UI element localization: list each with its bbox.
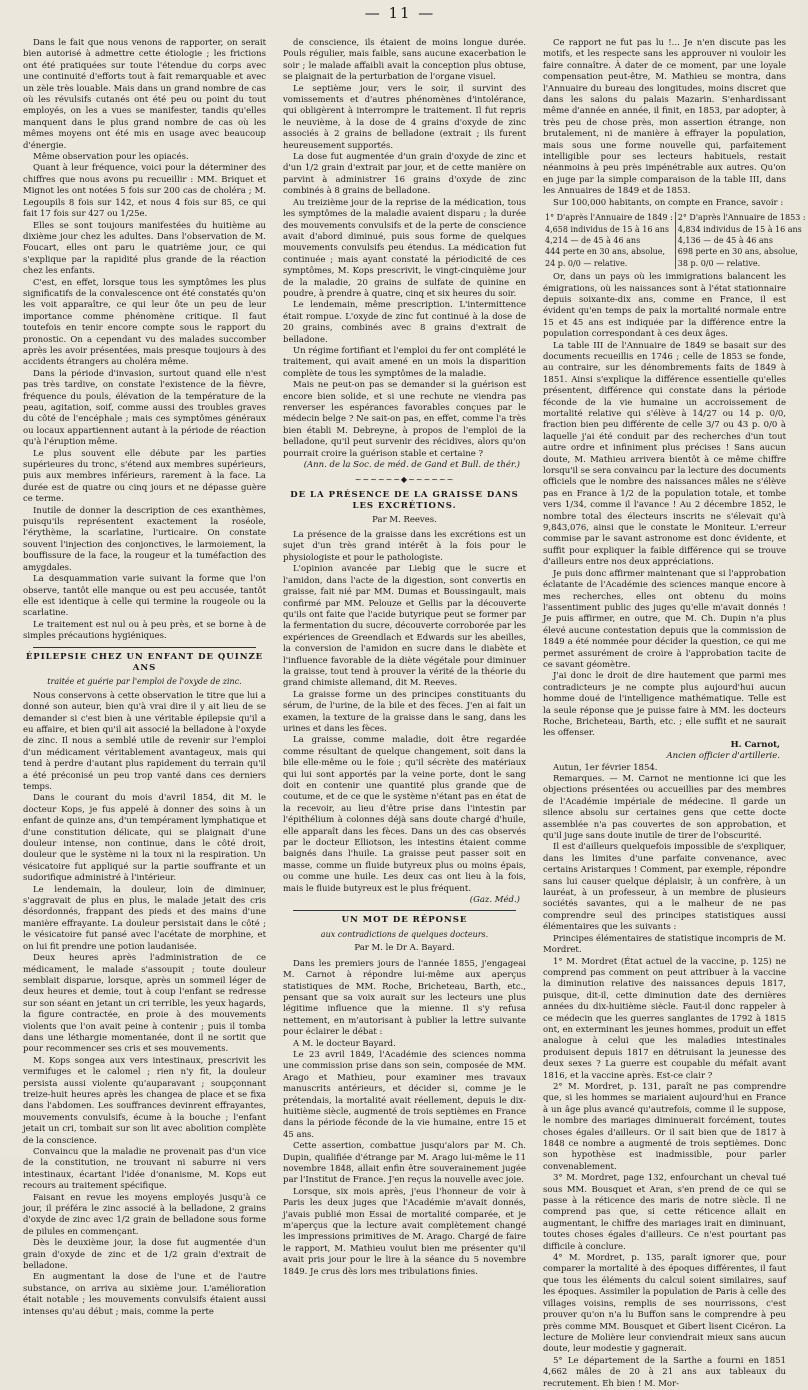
table-cell: 4,214 — de 45 à 46 ans bbox=[545, 235, 641, 245]
paragraph: 4° M. Mordret, p. 135, paraît ignorer que, pour comparer la mortalité à des époques différentes, il faut que tous les éléments du calcul soient similaires, sauf les époques. Assimiler la population de Paris à celle des villages voisins, remplis de ses nourrissons, c'est prouver qu'on n'a lu Buffon sans le comprendre à peu près comme MM. Bousquet et Gibert lisent Cicéron. La lecture de Molière leur conviendrait mieux sans aucun doute, leur modestie y gagnerait. bbox=[543, 1253, 786, 1355]
article-3-title: DE LA PRÉSENCE DE LA GRAISSE DANS LES EXCRÉTIONS. bbox=[290, 489, 519, 512]
paragraph: Le plus souvent elle débute par les parties supérieures du tronc, s'étend aux membres supérieurs, puis aux membres inférieurs, rarement à la face. La durée est de quatre ou cinq jours et ne dépasse guère ce terme. bbox=[23, 448, 266, 505]
paragraph: Principes élémentaires de statistique incompris de M. Mordret. bbox=[543, 933, 786, 956]
table-cell: 38 p. 0/0 — relative. bbox=[675, 258, 807, 269]
paragraph: Dans le fait que nous venons de rapporter, on serait bien autorisé à admettre cette étiologie ; les frictions ont été pratiquées sur toute l'étendue du corps avec une continuité d'efforts tout à fait remarquable et avec un zèle très louable. Mais dans un grand nombre de cas où les révulsifs cutanés ont été peu ou point du tout employés, on les a vues se manifester, tandis qu'elles manquent dans le plus grand nombre de cas où les mêmes moyens ont été mis en usage avec beaucoup d'énergie. bbox=[23, 38, 266, 151]
paragraph: Or, dans un pays où les immigrations balancent les émigrations, où les naissances sont à l'état stationnaire depuis soixante-dix ans, comme en France, il est évident qu'en temps de paix la mortalité normale entre 15 et 45 ans est indiquée par la différence entre la population correspondant à ces deux âges. bbox=[543, 272, 786, 340]
paragraph: A M. le docteur Bayard. bbox=[293, 1038, 396, 1049]
paragraph: Faisant en revue les moyens employés jusqu'à ce jour, il préféra le zinc associé à la belladone, 2 grains d'oxyde de zinc avec 1/2 grain de belladone sous forme de pilules en commençant. bbox=[23, 1192, 266, 1237]
table-cell: 4,834 individus de 15 à 16 ans bbox=[675, 224, 807, 235]
column-1 bbox=[23, 38, 266, 1317]
signature-name: H. Carnot, bbox=[730, 739, 780, 750]
paragraph: Inutile de donner la description de ces exanthèmes, puisqu'ils représentent exactement la roséole, l'érythème, la scarlatine, l'urticaire. On constate souvent l'injection des conjonctives, le larmoiement, la bouffissure de la face, la rougeur et la tuméfaction des amygdales. bbox=[23, 505, 266, 573]
letter-body-mid bbox=[543, 272, 786, 740]
article-4-title: UN MOT DE RÉPONSE bbox=[341, 915, 468, 926]
paragraph: La table III de l'Annuaire de 1849 se basait sur des documents recueillis en 1746 ; celle de 1853 se fonde, au contraire, sur les dénombrements faits de 1849 à 1851. Ainsi s'explique la différence essentielle qu'elles présentent, différence qui constate dans la période féconde de la vie humaine un accroissement de mortalité relative qui s'élève à 14/27 ou 14 p. 0/0, fraction bien peu différente de celle 3/7 ou 43 p. 0/0 à laquelle j'ai été conduit par des recherches d'un tout autre ordre et infiniment plus précises ! Sans aucun doute, M. Mathieu arrivera bientôt à ce même chiffre lorsqu'il se sera convaincu par la lecture des documents officiels que le nombre des naissances mâles ne s'élève pas en France à 1/2 de la population totale, et tombe vers 1/34, comme il l'avance ! Au 2 décembre 1852, le nombre total des électeurs inscrits ne s'élevait qu'à 9,843,076, ainsi que le constate le Moniteur. L'erreur commise par le savant astronome est donc évidente, et suffit pour expliquer la faible différence qui se trouve d'ailleurs entre nos deux appréciations. bbox=[543, 340, 786, 568]
paragraph: Un régime fortifiant et l'emploi du fer ont complété le traitement, qui avait amené en un mois la disparition complète de tous les symptômes de la maladie. bbox=[283, 345, 526, 379]
remarks-body bbox=[543, 774, 786, 1390]
paragraph: Remarques. — M. Carnot ne mentionne ici que les objections présentées ou accueillies par des membres de l'Académie impériale de médecine. Il garde un silence absolu sur certaines gens que cette docte assemblée n'a pas couvertes de son approbation, et qu'il juge sans doute inutile de tirer de l'obscurité. bbox=[543, 774, 786, 842]
annuaire-table bbox=[543, 212, 808, 269]
paragraph: Au treizième jour de la reprise de la médication, tous les symptômes de la maladie avaient disparu ; la durée des mouvements convulsifs et de la perte de conscience avait d'abord diminué, puis sous forme de quelques mouvements convulsifs peu étendus. La médication fut continuée ; mais ayant constaté la périodicité de ces symptômes, M. Kops prescrivit, le vingt-cinquième jour de la maladie, 20 grains de sulfate de quinine en poudre, à prendre à quatre, cinq et six heures du soir. bbox=[283, 197, 526, 299]
table-cell: 444 perte en 30 ans, absolue, bbox=[545, 247, 666, 257]
page-number: — 11 — bbox=[364, 4, 436, 22]
paragraph: La desquammation varie suivant la forme que l'on observe, tantôt elle manque ou est peu accusée, tantôt elle est identique à celle qui termine la rougeole ou la scarlatine. bbox=[23, 574, 266, 619]
paragraph: La présence de la graisse dans les excrétions est un sujet d'un très grand intérêt à la fois pour le physiologiste et pour le pathologiste. bbox=[283, 530, 526, 563]
article-1-body bbox=[23, 38, 266, 643]
source-citation: (Ann. de la Soc. de méd. de Gand et Bull. de thér.) bbox=[303, 460, 520, 471]
paragraph: Mais ne peut-on pas se demander si la guérison est encore bien solide, et si une rechute ne viendra pas renverser les espérances favorables conçues par le médecin belge ? Ne sait-on pas, en effet, comme l'a très bien établi M. Debreyne, à propos de l'emploi de la belladone, qu'il peut survenir des récidives, alors qu'on pourrait croire la guérison stable et certaine ? bbox=[283, 380, 526, 459]
paragraph: Convaincu que la maladie ne provenait pas d'un vice de la constitution, ne trouvant ni saburre ni vers intestinaux, écartant l'idée d'onanisme, M. Kops eut recours au traitement spécifique. bbox=[23, 1147, 266, 1192]
article-2-subtitle: traitée et guérie par l'emploi de l'oxyde de zinc. bbox=[47, 677, 242, 687]
paragraph: La dose fut augmentée d'un grain d'oxyde de zinc et d'un 1/2 grain d'extrait par jour, et de cette manière on parvint à administrer 16 grains d'oxyde de zinc combinés à 8 grains de belladone. bbox=[283, 152, 526, 197]
paragraph: Dans le courant du mois d'avril 1854, dit M. le docteur Kops, je fus appelé à donner des soins à un enfant de quinze ans, d'un tempérament lymphatique et d'une constitution délicate, qui se plaignait d'une douleur intense, non continue, dans le côté droit, douleur que le système ni la toux ni la respiration. Un vésicatoire fut appliqué sur la partie souffrante et un sudorifique administré à l'intérieur. bbox=[23, 793, 266, 884]
paragraph: Je puis donc affirmer maintenant que si l'approbation éclatante de l'Académie des sciences manque encore à mes recherches, elles ont obtenu du moins l'assentiment public des juges qu'elle m'avait donnés ! Je puis affirmer, en outre, que M. Ch. Dupin n'a plus élevé aucune contestation depuis que la commission de 1849 a été nommée pour décider la question, ce qui me permet assurément de croire à l'approbation tacite de ce savant géomètre. bbox=[543, 568, 786, 670]
paragraph: En augmentant la dose de l'une et de l'autre substance, on arriva au sixième jour. L'amélioration était notable ; les mouvements convulsifs étaient aussi intenses qu'au début ; mais, comme la perte bbox=[23, 1272, 266, 1317]
table-cell: 24 p. 0/0 — relative. bbox=[545, 258, 628, 268]
paragraph: Lorsque, six mois après, j'eus l'honneur de voir à Paris les deux juges que l'Académie m'avait donnés, j'avais publié mon Essai de mortalité comparée, et je m'aperçus que la lecture avait complètement changé les impressions primitives de M. Arago. Chargé de faire le rapport, M. Mathieu voulut bien me présenter qu'il avait pris jour pour le lire à la séance du 5 novembre 1849. Je crus dès lors mes tribulations finies. bbox=[283, 1186, 526, 1277]
paragraph: 2° M. Mordret, p. 131, paraît ne pas comprendre que, si les hommes se mariaient aujourd'hui en France à un âge plus avancé qu'autrefois, comme il le suppose, le nombre des mariages diminuerait forcément, toutes choses égales d'ailleurs. Or il sait bien que de 1817 à 1848 ce nombre a augmenté de trois septièmes. Donc son hypothèse est inadmissible, pour parler convenablement. bbox=[543, 1081, 786, 1172]
paragraph: 1° M. Mordret (État actuel de la vaccine, p. 125) ne comprend pas comment on peut attribuer à la vaccine la diminution relative des naissances depuis 1817, puisque, dit-il, cette diminution date des dernières années du dix-huitième siècle. Faut-il donc rappeler à ce médecin que les guerres sanglantes de 1792 à 1815 ont, en exterminant les jeunes hommes, produit un effet analogue à celui que les maladies intestinales produisent depuis 1817 en détruisant la jeunesse des deux sexes ? La guerre est coupable du méfait avant 1816, et la vaccine après. Est-ce clair ? bbox=[543, 956, 786, 1081]
paragraph: Le lendemain, la douleur, loin de diminuer, s'aggravait de plus en plus, le malade jetait des cris désordonnés, frappant des pieds et des mains d'une manière effrayante. La douleur persistait dans le côté ; le vésicatoire fut pansé avec l'acétate de morphine, et on lui fit prendre une potion laudanisée. bbox=[23, 884, 266, 952]
paragraph: de conscience, ils étaient de moins longue durée. Pouls régulier, mais faible, sans aucune exacerbation le soir ; le malade affaibli avait la conception plus obtuse, se plaignait de la perturbation de l'organe visuel. bbox=[283, 38, 526, 83]
paragraph: C'est, en effet, lorsque tous les symptômes les plus significatifs de la convalescence ont été constatés qu'on les voit apparaître, ce qui leur ôte un peu de leur importance comme phénomène critique. Il faut toutefois en tenir encore compte sous le rapport du pronostic. On a cependant vu des malades succomber après les avoir présentées, mais presque toujours à des accidents étrangers au choléra même. bbox=[23, 277, 266, 368]
source-citation-2: (Gaz. Méd.) bbox=[469, 895, 520, 906]
table-row bbox=[543, 224, 808, 235]
table-header-right: 2° D'après l'Annuaire de 1853 : bbox=[675, 212, 807, 223]
paragraph: Le septième jour, vers le soir, il survint des vomissements et d'autres phénomènes d'intolérance, qui obligèrent à interrompre le traitement. Il fut repris le neuvième, à la dose de 4 grains d'oxyde de zinc associés à 2 grains de belladone (extrait ; ils furent heureusement supportés. bbox=[283, 83, 526, 151]
divider bbox=[293, 910, 516, 911]
paragraph: Même observation pour les opiacés. bbox=[33, 152, 189, 163]
ornament-divider: ~~~~~~◆~~~~~~ bbox=[354, 475, 455, 485]
paragraph: L'opinion avancée par Liebig que le sucre et l'amidon, dans l'acte de la digestion, sont convertis en graisse, fait nié par MM. Dumas et Boussingault, mais confirmé par MM. Pelouze et Gellis par la découverte qu'ils ont faite que l'acide butyrique peut se former par la fermentation du sucre, découverte corroborée par les expériences de Greendlach et Edwards sur les abeilles, la conversion de l'amidon en sucre dans le diabète et l'influence favorable de la diète végétale pour diminuer la graisse, tout tend à prouver la vérité de la théorie du grand chimiste allemand, dit M. Reeves. bbox=[283, 564, 526, 689]
signature-title: Ancien officier d'artillerie. bbox=[666, 751, 780, 762]
paragraph: Ce rapport ne fut pas lu !... Je n'en discute pas les motifs, et les respecte sans les approuver ni vouloir les faire connaître. À dater de ce moment, par une loyale compensation peut-être, M. Mathieu se montra, dans l'Annuaire du bureau des longitudes, moins discret que dans les salons du palais Mazarin. S'enhardissant même d'année en année, il finit, en 1853, par adopter, à très peu de chose près, mon assertion étrange, non brutalement, ni de manière à effrayer la population, mais sous une forme nouvelle qui, parfaitement intelligible pour ses lecteurs habituels, restait néanmoins à peu près impénétrable aux autres. Qu'on en juge par la simple comparaison de la table III, dans les Annuaires de 1849 et de 1853. bbox=[543, 38, 786, 197]
article-4-author: Par M. le Dr A. Bayard. bbox=[354, 943, 455, 954]
paragraph: Cette assertion, combattue jusqu'alors par M. Ch. Dupin, qualifiée d'étrange par M. Arago lui-même le 11 novembre 1848, allait enfin être souverainement jugée par l'Institut de France. J'en reçus la nouvelle avec joie. bbox=[283, 1141, 526, 1186]
paragraph: 5° Le département de la Sarthe a fourni en 1851 4,662 mâles de 20 à 21 ans aux tableaux du recrutement. Eh bien ! M. Mor- bbox=[543, 1355, 786, 1389]
paragraph: Nous conservons à cette observation le titre que lui a donné son auteur, bien qu'à vrai dire il y ait lieu de se demander si c'est bien à une véritable épilepsie qu'il a eu affaire, et bien qu'il ait associé la belladone à l'oxyde de zinc. Il nous a semblé utile de revenir sur l'emploi d'un médicament véritablement avantageux, mais qui tend à perdre d'autant plus rapidement du terrain qu'il a été préconisé un peu trop vanté dans ces derniers temps. bbox=[23, 690, 266, 792]
signature-place: Autun, 1er février 1854. bbox=[553, 762, 658, 773]
paragraph: Elles se sont toujours manifestées du huitième au dixième jour chez les adultes. Dans l'observation de M. Foucart, elles ont paru le quatrième jour, ce qui s'explique par la rapidité plus grande de la réaction chez les enfants. bbox=[23, 220, 266, 277]
table-header-row bbox=[543, 212, 808, 223]
paragraph: La graisse, comme maladie, doit être regardée comme résultant de quelque changement, soit dans la bile elle-même ou le foie ; qu'il sécrète des matériaux qui lui sont apportés par la veine porte, dont le sang doit en contenir une quantité plus grande que de coutume, et de ce que le système n'étant pas en état de la recevoir, au lieu d'être prise dans l'intestin par l'épithélium à colonnes déjà sans doute chargé d'huile, elle apparaît dans les fèces. Dans un des cas observés par le docteur Elliotson, les intestins étaient comme baignés dans l'huile. La graisse peut passer soit en masse, comme un fluide butyreux plus ou moins épais, ou comme une huile. Les deux cas ont lieu à la fois, mais le fluide butyreux est le plus fréquent. bbox=[283, 735, 526, 894]
paragraph: Dans les premiers jours de l'année 1855, j'engageai M. Carnot à répondre lui-même aux aperçus statistiques de MM. Roche, Bricheteau, Barth, etc., pensant que sa voix aurait sur les lecteurs une plus légitime influence que la mienne. Il s'y refusa nettement, en m'autorisant à publier la lettre suivante pour éclairer le débat : bbox=[283, 958, 526, 1038]
letter-body-top bbox=[543, 38, 786, 209]
article-2-body bbox=[23, 691, 266, 1318]
paragraph: Le traitement est nul ou à peu près, et se borne à de simples précautions hygiéniques. bbox=[23, 619, 266, 642]
paragraph: La graisse forme un des principes constituants du sérum, de l'urine, de la bile et des fèces. J'en ai fait un examen, la texture de la graisse dans le sang, dans les urines et dans les fèces. bbox=[283, 689, 526, 734]
article-2-continued bbox=[283, 38, 526, 460]
table-row bbox=[543, 235, 808, 246]
table-cell: 4,136 — de 45 à 46 ans bbox=[675, 235, 807, 246]
table-header-left: 1° D'après l'Annuaire de 1849 : bbox=[545, 213, 673, 223]
divider bbox=[33, 647, 256, 648]
paragraph: M. Kops songea aux vers intestinaux, prescrivit les vermifuges et le calomel ; rien n'y fit, la douleur persista aussi violente qu'auparavant ; soupçonnant treize-huit heures après les changea de place et se fixa dans l'abdomen. Les souffrances devinrent effrayantes, mouvements convulsifs, écume à la bouche ; l'enfant jetait un cri, tombait sur son lit avec abolition complète de la conscience. bbox=[23, 1055, 266, 1146]
paragraph: Le lendemain, même prescription. L'intermittence était rompue. L'oxyde de zinc fut continué à la dose de 20 grains, combinés avec 8 grains d'extrait de belladone. bbox=[283, 300, 526, 345]
paragraph: Deux heures après l'administration de ce médicament, le malade s'assoupit ; toute douleur semblait disparue, lorsque, après un sommeil léger de deux heures et demie, tout à coup l'enfant se redresse sur son séant en jetant un cri terrible, les yeux hagards, la figure contractée, en proie à des mouvements violents que l'on avait peine à contenir ; puis il tomba dans une léthargie momentanée, dont il ne sortit que pour recommencer ses cris et ses mouvements. bbox=[23, 953, 266, 1055]
table-row bbox=[543, 246, 808, 257]
paragraph: Dès le deuxième jour, la dose fut augmentée d'un grain d'oxyde de zinc et de 1/2 grain d'extrait de belladone. bbox=[23, 1238, 266, 1272]
article-2-title: ÉPILEPSIE CHEZ UN ENFANT DE QUINZE ANS bbox=[25, 651, 264, 673]
table-cell: 698 perte en 30 ans, absolue, bbox=[675, 246, 807, 257]
paragraph: Le 23 avril 1849, l'Académie des sciences nomma une commission prise dans son sein, composée de MM. Arago et Mathieu, pour examiner mes travaux manuscrits antérieurs, et décider si, comme je le prétendais, la mortalité avait réellement, depuis le dix-huitième siècle, augmenté de trois septièmes en France dans la période féconde de la vie humaine, entre 15 et 45 ans. bbox=[283, 1049, 526, 1140]
column-2 bbox=[283, 38, 526, 1277]
article-3-body bbox=[283, 530, 526, 895]
paragraph: Il est d'ailleurs quelquefois impossible de s'expliquer, dans les limites d'une parfaite convenance, avec certains Aristarques ! Comment, par exemple, répondre sans lui causer quelque déplaisir, à un confrère, à un lauréat, à un professeur, à un membre de plusieurs sociétés savantes, qui a le malheur de ne pas comprendre seul des principes statistiques aussi élémentaires que les suivants : bbox=[543, 842, 786, 933]
paragraph: 3° M. Mordret, page 132, enfourchant un cheval tué sous MM. Bousquet et Aran, s'en prend de ce qui se passe à la réticence des maris de notre siècle. Il ne comprend pas que, si cette réticence allait en augmentant, le chiffre des mariages irait en diminuant, toutes choses égales d'ailleurs. Ce n'est pourtant pas difficile à conclure. bbox=[543, 1173, 786, 1252]
article-4-body bbox=[283, 959, 526, 1278]
table-row bbox=[543, 258, 808, 269]
article-3-author: Par M. Reeves. bbox=[372, 514, 437, 525]
table-cell: 4,658 individus de 15 à 16 ans bbox=[545, 224, 670, 234]
paragraph: Sur 100,000 habitants, on compte en France, savoir : bbox=[553, 197, 784, 208]
paragraph: J'ai donc le droit de dire hautement que parmi mes contradicteurs je ne compte plus aujourd'hui aucun homme doué de l'intelligence mathématique. Telle est la seule réponse que je puisse faire à MM. les docteurs Roche, Bricheteau, Barth, etc. ; elle suffit et ne saurait les offenser. bbox=[543, 671, 786, 739]
column-3 bbox=[543, 38, 806, 1389]
paragraph: Dans la période d'invasion, surtout quand elle n'est pas très tardive, on constate l'existence de la fièvre, fréquence du pouls, élévation de la température de la peau, agitation, soif, comme aussi des troubles graves du côté de l'encéphale ; mais ces symptômes généraux ou locaux appartiennent autant à la période de réaction qu'à l'éruption même. bbox=[23, 368, 266, 448]
article-4-subtitle: aux contradictions de quelques docteurs. bbox=[320, 929, 489, 939]
paragraph: Quant à leur fréquence, voici pour la déterminer des chiffres que nous avons pu recueillir : MM. Briquet et Mignot les ont notées 5 fois sur 200 cas de choléra ; M. Legoupils 8 fois sur 142, et nous 4 fois sur 85, ce qui fait 17 fois sur 427 ou 1/25e. bbox=[23, 163, 266, 220]
